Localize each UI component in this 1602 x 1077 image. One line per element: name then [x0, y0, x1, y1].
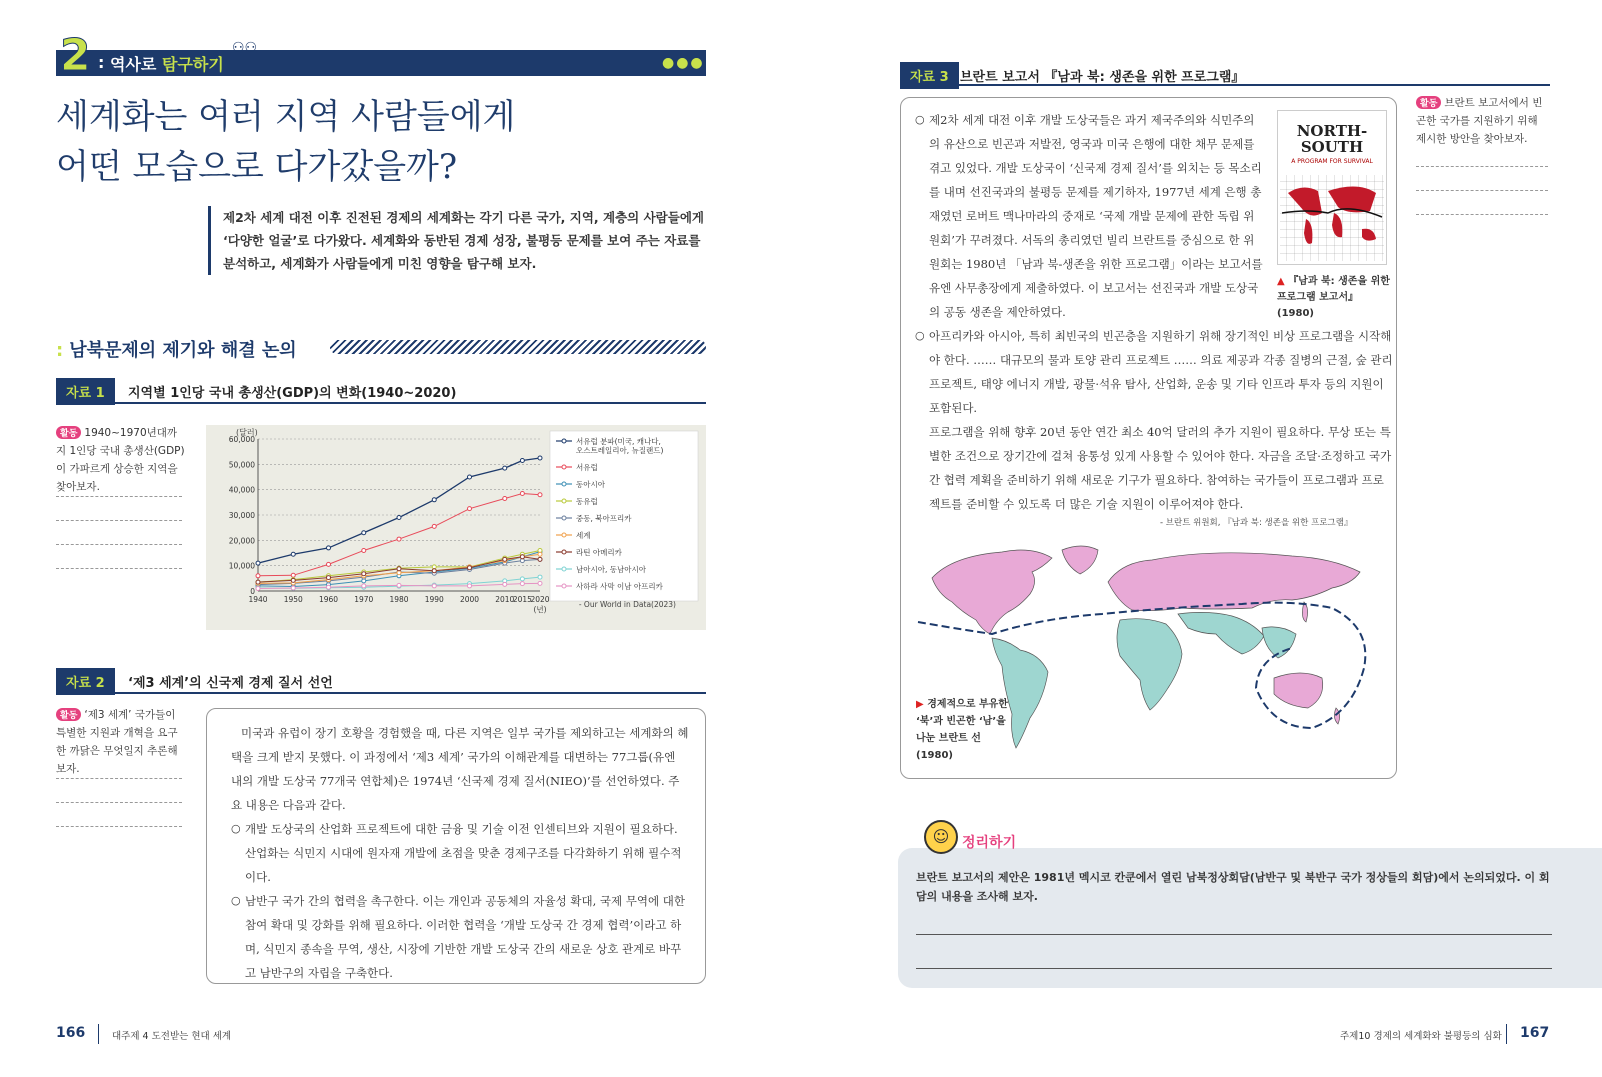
- legend-label: 남아시아, 동남아시아: [576, 565, 646, 574]
- data-point: [538, 493, 542, 497]
- y-tick-label: 0: [250, 587, 255, 596]
- data-point: [538, 557, 542, 561]
- intro-paragraph: 제2차 세계 대전 이후 진전된 경제의 세계화는 각기 다른 국가, 지역, 계층의 사람들에게 ‘다양한 얼굴’로 다가왔다. 세계화와 동반된 경제 성장, 불평등 문제를 보여 주는 자료를 분석하고, 세계화가 사람들에게 미친 영향을 탐구해 보자.: [208, 206, 708, 275]
- legend-marker: [562, 550, 566, 554]
- legend-label: 세계: [576, 531, 591, 540]
- legend-label: 중동, 북아프리카: [576, 514, 632, 523]
- source3-activity-text: 브란트 보고서에서 빈곤한 국가를 지원하기 위해 제시한 방안을 찾아보자.: [1416, 97, 1543, 145]
- legend-label: 동아시아: [576, 480, 605, 489]
- answer-line: [56, 568, 182, 569]
- header-colon: :: [98, 53, 105, 72]
- answer-line: [56, 826, 182, 827]
- x-tick-label: 2000: [459, 595, 480, 604]
- map-north-america: [932, 550, 1052, 634]
- header-label-plain: 역사로: [110, 55, 162, 74]
- x-tick-label: 2010: [495, 595, 515, 604]
- legend-marker: [562, 567, 566, 571]
- data-point: [256, 580, 260, 584]
- x-axis-label: (년): [533, 605, 547, 614]
- section-title: [56, 336, 297, 362]
- data-point: [432, 569, 436, 573]
- source3-title: 브란트 보고서 『남과 북: 생존을 위한 프로그램』: [960, 70, 1245, 85]
- data-point: [538, 552, 542, 556]
- source1-activity-text: 1940~1970년대까지 1인당 국내 총생산(GDP)이 가파르게 상승한 지역을 찾아보자.: [56, 427, 185, 493]
- data-point: [397, 537, 401, 541]
- page-title-line2: 어떤 모습으로 다가갔을까?: [56, 147, 458, 187]
- y-tick-label: 10,000: [228, 561, 255, 571]
- source3-credit: - 브란트 위원회, 『남과 북: 생존을 위한 프로그램』: [1160, 518, 1353, 528]
- data-point: [327, 576, 331, 580]
- answer-line: [56, 802, 182, 803]
- source1-activity: [56, 424, 186, 496]
- data-point: [503, 466, 507, 470]
- source3-bullet-2: ○ 아프리카와 아시아, 특히 최빈국의 빈곤층을 지원하기 위해 장기적인 비상 프로그램을 시작해야 한다. …… 대규모의 물과 토양 관리 프로젝트 …… 의료 제공과 각종 질병의 근절, 숲 관리 프로젝트, 태양 에너지 개발, 광물·석유 탐사, 산업화, 운송 및 기타 인프라 투자 등의 지원이 포함된다.: [915, 324, 1393, 420]
- x-tick-label: 1990: [424, 595, 444, 604]
- data-point: [362, 548, 366, 552]
- x-tick-label: 1960: [318, 595, 339, 604]
- summary-title: 정리하기: [962, 835, 1017, 851]
- data-point: [520, 582, 524, 586]
- cover-title: NORTH-SOUTH: [1296, 122, 1368, 156]
- x-tick-label: 1940: [248, 595, 268, 604]
- footer-text-left: 대주제 4 도전받는 현대 세계: [112, 1031, 232, 1042]
- data-point: [397, 571, 401, 575]
- data-point: [538, 575, 542, 579]
- legend-marker: [562, 533, 566, 537]
- source1-tag: 자료 1: [56, 378, 115, 405]
- data-point: [291, 552, 295, 556]
- data-point: [432, 584, 436, 588]
- source2-box: [206, 708, 706, 984]
- map-africa: [1117, 619, 1182, 710]
- legend-label: 서유럽 분파(미국, 캐나다,: [576, 437, 661, 446]
- data-point: [520, 459, 524, 463]
- y-tick-label: 20,000: [228, 536, 255, 546]
- answer-line: [1416, 214, 1548, 215]
- data-point: [538, 456, 542, 460]
- data-point: [503, 582, 507, 586]
- data-point: [468, 507, 472, 511]
- source2-activity: [56, 706, 186, 778]
- data-point: [520, 577, 524, 581]
- cover-caption-text: 『남과 북: 생존을 위한 프로그램 보고서』(1980): [1277, 276, 1390, 319]
- legend-marker: [562, 584, 566, 588]
- summary-text: 브란트 보고서의 제안은 1981년 멕시코 칸쿤에서 열린 남북정상회담(남반구 및 북반구 국가 정상들의 회담)에서 논의되었다. 이 회담의 내용을 조사해 보자.: [916, 871, 1550, 903]
- source3-bullet-1: ○ 제2차 세계 대전 이후 개발 도상국들은 과거 제국주의와 식민주의의 유산으로 빈곤과 저발전, 영국과 미국 은행에 대한 채무 문제를 겪고 있었다. 개발 도상국이 ‘신국제 경제 질서’를 외치는 등 목소리를 내며 선진국과의 불평등 문제를 제기하자, 1977년 세계 은행 총재였던 로버트 맥나마라의 중재로 ‘국제 개발 문제에 관한 독립 위원회’가 꾸려졌다. 서독의 총리였던 빌리 브란트를 중심으로 한 위원회는 1980년 「남과 북-생존을 위한 프로그램」이라는 보고서를 유엔 사무총장에게 제출하였다. 이 보고서는 선진국과 개발 도상국의 공동 생존을 제안하였다.: [915, 108, 1265, 324]
- activity-badge: 활동: [56, 708, 81, 721]
- source1-title: 지역별 1인당 국내 총생산(GDP)의 변화(1940~2020): [128, 386, 457, 401]
- footer-text-right: 주제10 경제의 세계화와 불평등의 심화: [1340, 1031, 1502, 1042]
- data-point: [520, 491, 524, 495]
- legend-marker: [562, 465, 566, 469]
- report-cover-image: [1277, 110, 1387, 265]
- source3-paragraph-2: 프로그램을 위해 향후 20년 동안 연간 최소 40억 달러의 추가 지원이 필요하다. 무상 또는 특별한 조건으로 장기간에 걸쳐 융통성 있게 사용할 수 있어야 한다. 자금을 조달·조정하고 국가 간 협력 계획을 준비하기 위해 새로운 기구가 필요하다. 참여하는 국가들이 프로그램과 프로젝트를 준비할 수 있도록 더 많은 기술 지원이 이루어져야 한다.: [929, 425, 1392, 511]
- legend-marker: [562, 516, 566, 520]
- map-caption-text: 경제적으로 부유한 ‘북’과 빈곤한 ‘남’을 나눈 브란트 선(1980): [916, 699, 1008, 761]
- y-tick-label: 30,000: [228, 511, 255, 520]
- y-tick-label: 60,000: [228, 435, 255, 444]
- x-tick-label: 1970: [354, 595, 374, 604]
- data-point: [503, 497, 507, 501]
- page-title-line1: 세계화는 여러 지역 사람들에게: [56, 97, 516, 137]
- legend-marker: [562, 499, 566, 503]
- answer-line: [1416, 190, 1548, 191]
- data-point: [520, 555, 524, 559]
- triangle-up-icon: ▲: [1277, 276, 1285, 287]
- map-new-zealand: [1334, 708, 1339, 724]
- section-hatch-decoration: [330, 340, 706, 354]
- legend-marker: [562, 482, 566, 486]
- source2-title: ‘제3 세계’의 신국제 경제 질서 선언: [128, 676, 333, 691]
- data-point: [291, 586, 295, 590]
- data-point: [291, 573, 295, 577]
- y-tick-label: 50,000: [228, 460, 255, 470]
- source2-tag: 자료 2: [56, 668, 115, 695]
- data-point: [468, 475, 472, 479]
- answer-line: [56, 496, 182, 497]
- cover-map-icon: [1278, 173, 1386, 263]
- data-point: [468, 566, 472, 570]
- legend-label: 오스트레일리아, 뉴질랜드): [576, 446, 664, 455]
- binocular-icon: ⚇⚇: [232, 40, 258, 56]
- x-tick-label: 2015: [512, 595, 532, 604]
- map-caption: [916, 696, 1016, 764]
- y-axis-label: (달러): [236, 428, 258, 437]
- legend-label: 서유럽: [576, 463, 598, 472]
- gdp-chart-svg: [206, 425, 706, 630]
- answer-line: [56, 544, 182, 545]
- source2-paragraph: 미국과 유럽이 장기 호황을 경험했을 때, 다른 지역은 일부 국가를 제외하고는 세계화의 혜택을 크게 받지 못했다. 이 과정에서 ‘제3 세계’ 국가의 이해관계를 대변하는 77그룹(유엔 내의 개발 도상국 77개국 연합체)은 1974년 ‘신국제 경제 질서(NIEO)’를 선언하였다. 주요 내용은 다음과 같다.: [231, 726, 689, 812]
- data-point: [503, 557, 507, 561]
- legend-marker: [562, 439, 566, 443]
- answer-line: [1416, 166, 1548, 167]
- data-point: [327, 562, 331, 566]
- gdp-chart: [206, 425, 706, 630]
- header-dots: ●●●: [662, 55, 705, 71]
- data-point: [327, 546, 331, 550]
- data-point: [327, 585, 331, 589]
- header-number: 2: [60, 30, 91, 81]
- data-point: [397, 567, 401, 571]
- data-point: [362, 584, 366, 588]
- map-australia: [1274, 673, 1323, 708]
- page-number-right: 167: [1520, 1025, 1550, 1041]
- summary-answer-line: [916, 934, 1552, 935]
- section-bullet: :: [56, 340, 64, 361]
- source1-header: [56, 378, 706, 404]
- data-point: [432, 498, 436, 502]
- header-label-highlight: 탐구하기: [161, 55, 224, 74]
- footer-divider: [98, 1024, 99, 1044]
- cover-subtitle: A PROGRAM FOR SURVIVAL: [1291, 158, 1373, 165]
- data-point: [468, 584, 472, 588]
- data-point: [291, 578, 295, 582]
- data-point: [256, 574, 260, 578]
- summary-lightbulb-icon: ☺: [924, 820, 958, 854]
- summary-answer-line: [916, 968, 1552, 969]
- y-tick-label: 40,000: [228, 485, 255, 495]
- data-point: [256, 561, 260, 565]
- data-point: [397, 516, 401, 520]
- map-south-asia: [1178, 612, 1264, 654]
- x-tick-label: 1980: [389, 595, 409, 604]
- source2-bullet-2: ○ 남반구 국가 간의 협력을 촉구한다. 이는 개인과 공동체의 자율성 확대, 국제 무역에 대한 참여 확대 및 강화를 위해 필요하다. 이러한 협력을 ‘개발 도상국 간 경제 협력’이라고 하며, 식민지 종속을 무역, 생산, 시장에 기반한 개발 도상국 간의 새로운 상호 관계로 바꾸고 남반구의 자립을 구축한다.: [231, 889, 689, 985]
- source2-bullet-1: ○ 개발 도상국의 산업화 프로젝트에 대한 금융 및 기술 이전 인센티브와 지원이 필요하다. 산업화는 식민지 시대에 원자재 개발에 초점을 맞춘 경제구조를 다각화하기 위해 필수적이다.: [231, 817, 689, 889]
- source2-activity-text: ‘제3 세계’ 국가들이 특별한 지원과 개혁을 요구한 까닭은 무엇일지 추론해 보자.: [56, 709, 178, 775]
- footer-divider: [1506, 1024, 1507, 1044]
- data-point: [362, 531, 366, 535]
- activity-badge: 활동: [1416, 96, 1441, 109]
- header-label: [110, 52, 224, 75]
- data-point: [397, 583, 401, 587]
- series-line: [258, 458, 540, 563]
- map-eurasia-north: [1108, 553, 1360, 611]
- page-title: [56, 92, 515, 192]
- triangle-right-icon: ▶: [916, 699, 924, 710]
- source3-header: [900, 62, 1550, 86]
- answer-line: [56, 520, 182, 521]
- data-point: [432, 524, 436, 528]
- legend-label: 사하라 사막 이남 아프리카: [576, 582, 663, 591]
- source2-header: [56, 668, 706, 694]
- chart-source: - Our World in Data(2023): [578, 600, 676, 609]
- source3-activity: [1416, 94, 1548, 148]
- x-tick-label: 1950: [283, 595, 303, 604]
- source3-tag: 자료 3: [900, 62, 959, 89]
- activity-badge: 활동: [56, 426, 81, 439]
- map-greenland: [1062, 546, 1098, 574]
- legend-label: 동유럽: [576, 497, 598, 506]
- data-point: [256, 586, 260, 590]
- x-tick-label: 2020: [530, 595, 550, 604]
- cover-caption: [1277, 274, 1395, 322]
- data-point: [538, 581, 542, 585]
- data-point: [362, 572, 366, 576]
- section-title-text: 남북문제의 제기와 해결 논의: [69, 340, 297, 361]
- answer-line: [56, 778, 182, 779]
- page-number-left: 166: [56, 1025, 86, 1041]
- legend-label: 라틴 아메리카: [576, 548, 622, 557]
